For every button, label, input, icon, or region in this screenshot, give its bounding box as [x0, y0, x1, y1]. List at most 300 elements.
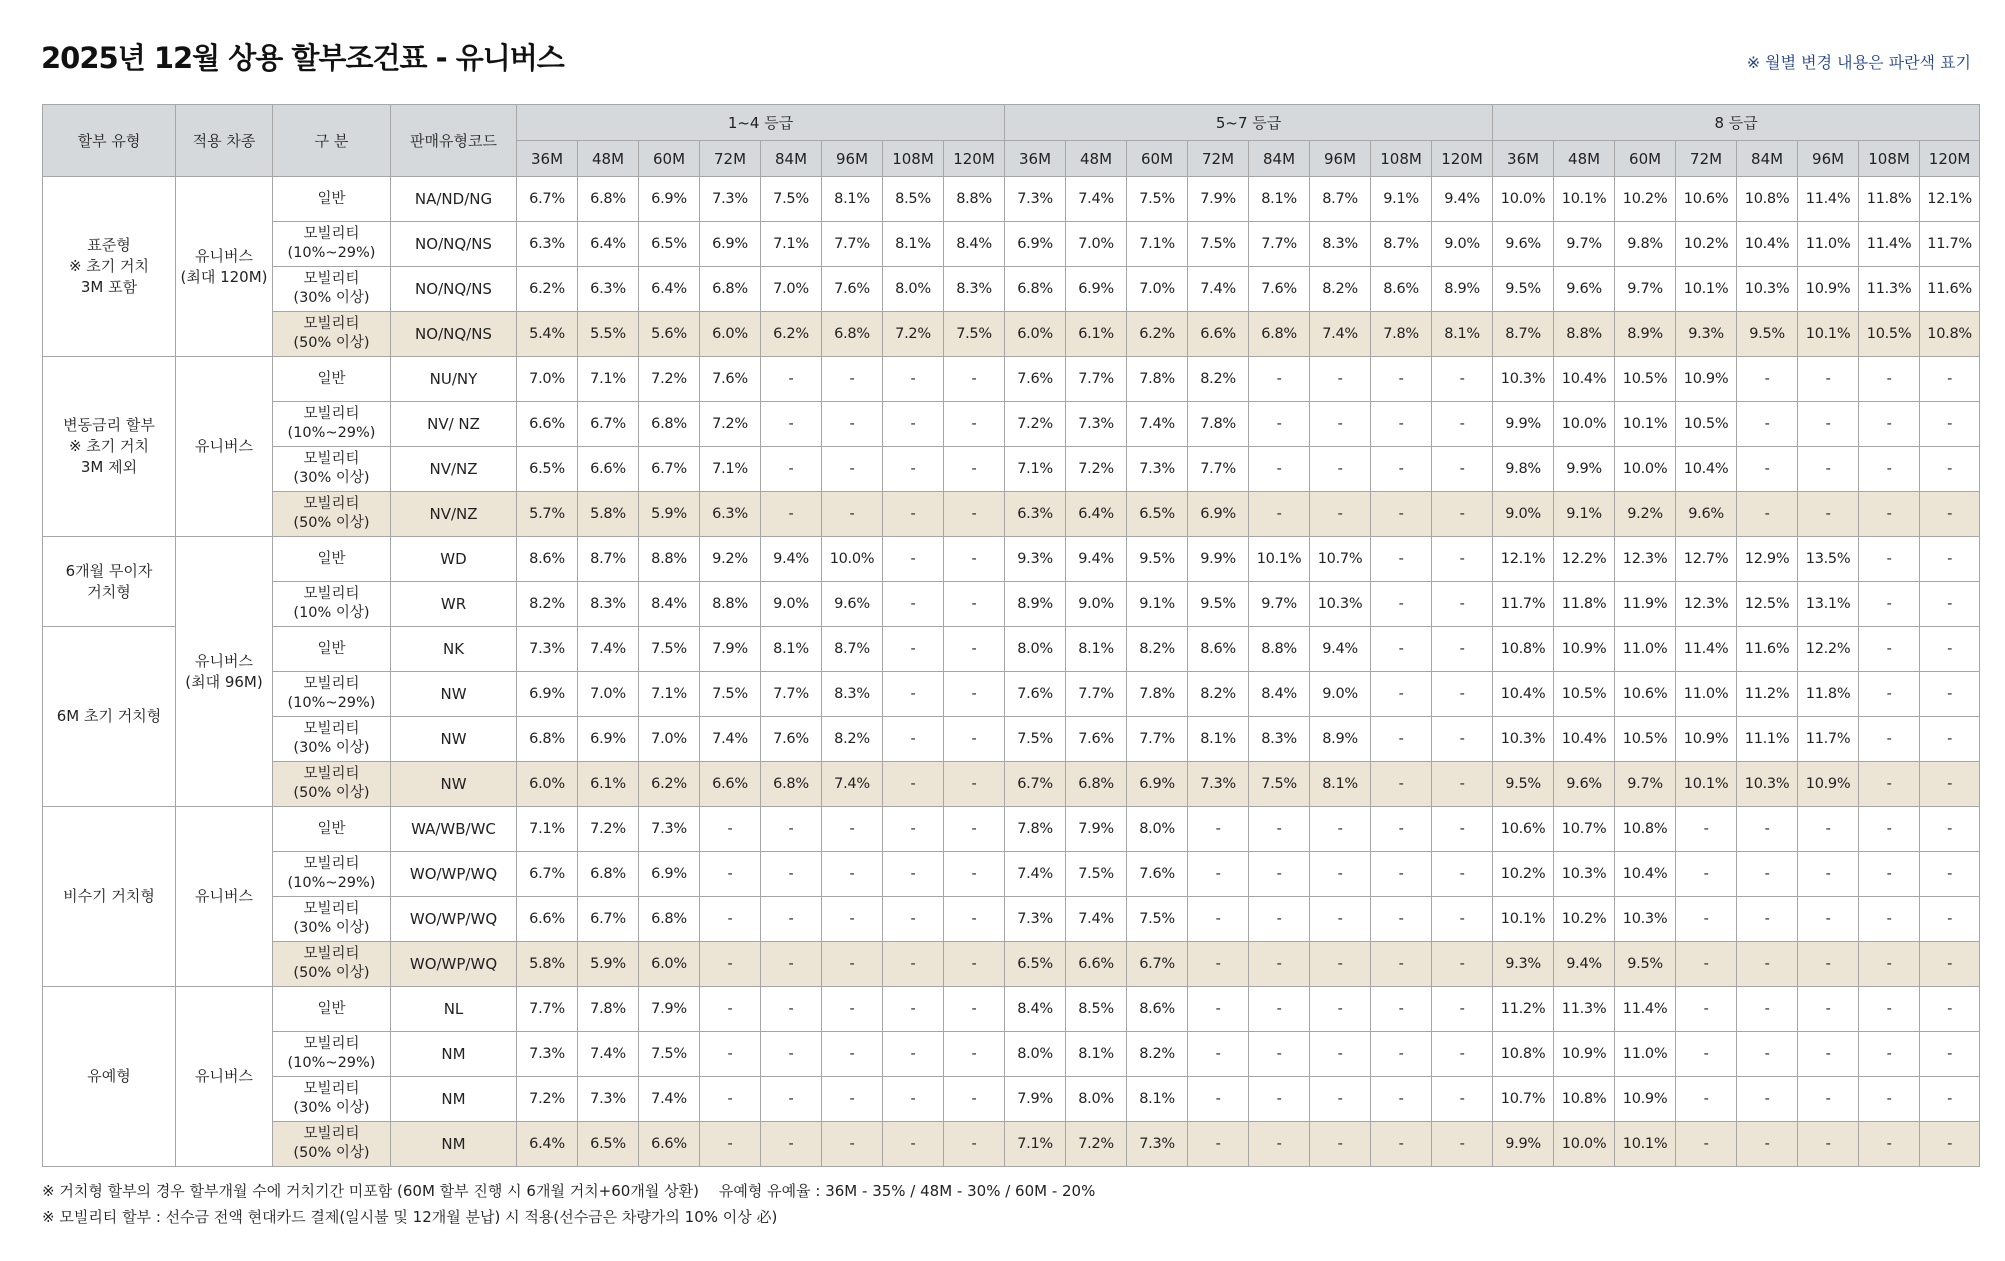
rate-cell: 8.4% [944, 222, 1005, 267]
table-row [43, 447, 1980, 492]
rate-cell: - [1798, 897, 1859, 942]
rate-cell: - [761, 807, 822, 852]
rate-cell: - [1432, 402, 1493, 447]
table-row [43, 852, 1980, 897]
rate-cell: 7.0% [1066, 222, 1127, 267]
rate-cell: - [1188, 1077, 1249, 1122]
rate-cell: 8.3% [944, 267, 1005, 312]
table-row [43, 987, 1980, 1032]
rate-cell: - [1188, 942, 1249, 987]
rate-cell: - [761, 447, 822, 492]
category-cell: 일반 [273, 537, 391, 582]
rate-cell: 6.0% [700, 312, 761, 357]
rate-cell: 7.1% [1127, 222, 1188, 267]
rate-cell: - [1737, 1122, 1798, 1167]
rate-cell: - [1432, 942, 1493, 987]
rate-cell: 7.1% [517, 807, 578, 852]
rate-cell: - [944, 492, 1005, 537]
rate-cell: 10.1% [1676, 762, 1737, 807]
rate-cell: 7.4% [700, 717, 761, 762]
rate-cell: 11.7% [1798, 717, 1859, 762]
rate-cell: - [822, 1077, 883, 1122]
rate-cell: 7.5% [761, 177, 822, 222]
table-row [43, 717, 1980, 762]
rate-cell: 9.7% [1249, 582, 1310, 627]
rate-cell: 8.1% [1188, 717, 1249, 762]
rate-cell: 7.8% [578, 987, 639, 1032]
rate-cell: 7.1% [1005, 447, 1066, 492]
rate-cell: 7.7% [1066, 672, 1127, 717]
rate-cell: - [1371, 987, 1432, 1032]
rate-cell: 11.2% [1493, 987, 1554, 1032]
rate-cell: - [700, 807, 761, 852]
rate-cell: 7.5% [639, 1032, 700, 1077]
rate-cell: 10.9% [1554, 627, 1615, 672]
rate-cell: 11.7% [1493, 582, 1554, 627]
rate-cell: - [822, 942, 883, 987]
rate-cell: - [1859, 717, 1920, 762]
rate-cell: - [1920, 942, 1980, 987]
rate-cell: - [883, 492, 944, 537]
rate-cell: 8.3% [1249, 717, 1310, 762]
rate-cell: 10.7% [1310, 537, 1371, 582]
rate-cell: 6.6% [1188, 312, 1249, 357]
rate-cell: 8.3% [822, 672, 883, 717]
term-header: 120M [1920, 141, 1980, 177]
rate-cell: 10.5% [1859, 312, 1920, 357]
rate-cell: 11.1% [1737, 717, 1798, 762]
category-cell: 모빌리티 (50% 이상) [273, 942, 391, 987]
rate-cell: - [1859, 897, 1920, 942]
rate-cell: - [1676, 807, 1737, 852]
rate-cell: 8.2% [1127, 627, 1188, 672]
rate-cell: 8.0% [1066, 1077, 1127, 1122]
rate-cell: - [1676, 942, 1737, 987]
rate-cell: 8.7% [1371, 222, 1432, 267]
rate-cell: - [1432, 672, 1493, 717]
installment-type-cell: 변동금리 할부 ※ 초기 거치 3M 제외 [43, 357, 176, 537]
rate-cell: 12.2% [1798, 627, 1859, 672]
rate-cell: - [1859, 402, 1920, 447]
rate-cell: - [1371, 807, 1432, 852]
rate-cell: - [822, 807, 883, 852]
rate-cell: 9.7% [1615, 762, 1676, 807]
rate-cell: - [1432, 852, 1493, 897]
rate-cell: 6.9% [578, 717, 639, 762]
rate-cell: - [1432, 357, 1493, 402]
rate-cell: 7.2% [1066, 447, 1127, 492]
rate-cell: - [1432, 627, 1493, 672]
sales-code-cell: NL [391, 987, 517, 1032]
rate-cell: - [1432, 762, 1493, 807]
rate-cell: - [944, 627, 1005, 672]
rate-cell: 7.2% [517, 1077, 578, 1122]
rate-cell: - [1371, 1077, 1432, 1122]
rate-cell: 9.9% [1554, 447, 1615, 492]
term-header: 48M [578, 141, 639, 177]
rate-cell: 13.5% [1798, 537, 1859, 582]
rate-cell: 11.0% [1615, 1032, 1676, 1077]
rate-cell: 7.4% [1127, 402, 1188, 447]
rate-cell: 7.1% [578, 357, 639, 402]
rate-cell: 9.2% [700, 537, 761, 582]
rate-cell: - [1371, 627, 1432, 672]
sales-code-cell: NW [391, 762, 517, 807]
term-header: 120M [1432, 141, 1493, 177]
rate-cell: 6.6% [1066, 942, 1127, 987]
rate-cell: - [1676, 1032, 1737, 1077]
rate-cell: - [944, 987, 1005, 1032]
rate-cell: 10.3% [1737, 267, 1798, 312]
sales-code-cell: NU/NY [391, 357, 517, 402]
rate-cell: - [1920, 447, 1980, 492]
rate-cell: - [1249, 492, 1310, 537]
rate-cell: 6.7% [578, 402, 639, 447]
rate-cell: 11.6% [1920, 267, 1980, 312]
rate-cell: 6.9% [517, 672, 578, 717]
rate-cell: 10.3% [1737, 762, 1798, 807]
sales-code-cell: NO/NQ/NS [391, 312, 517, 357]
sales-code-cell: NO/NQ/NS [391, 222, 517, 267]
rate-cell: - [1249, 1032, 1310, 1077]
header-grade-5-7: 5~7 등급 [1005, 105, 1493, 141]
rate-cell: 9.1% [1371, 177, 1432, 222]
table-row [43, 402, 1980, 447]
rate-cell: - [1432, 492, 1493, 537]
rate-cell: 9.3% [1493, 942, 1554, 987]
term-header: 36M [1493, 141, 1554, 177]
table-body [43, 177, 1980, 1167]
category-cell: 모빌리티 (10%~29%) [273, 672, 391, 717]
rate-cell: - [1310, 897, 1371, 942]
rate-cell: - [1859, 627, 1920, 672]
rate-cell: - [1249, 897, 1310, 942]
rate-cell: 10.3% [1615, 897, 1676, 942]
rate-cell: 10.9% [1676, 717, 1737, 762]
rate-cell: - [761, 1077, 822, 1122]
rate-cell: - [1371, 582, 1432, 627]
rate-cell: 9.4% [1066, 537, 1127, 582]
rate-cell: 7.0% [578, 672, 639, 717]
rate-cell: - [1676, 1077, 1737, 1122]
rate-cell: 8.6% [1188, 627, 1249, 672]
rate-cell: - [1859, 942, 1920, 987]
rate-cell: - [944, 447, 1005, 492]
rate-cell: - [700, 1032, 761, 1077]
rate-cell: 7.6% [1005, 357, 1066, 402]
rate-cell: - [944, 717, 1005, 762]
rate-cell: 7.9% [700, 627, 761, 672]
rate-cell: 6.2% [517, 267, 578, 312]
rate-cell: - [1676, 1122, 1737, 1167]
rate-cell: 12.7% [1676, 537, 1737, 582]
rate-cell: 7.4% [578, 627, 639, 672]
rate-cell: 11.3% [1554, 987, 1615, 1032]
rate-cell: 10.1% [1554, 177, 1615, 222]
rate-cell: - [1310, 402, 1371, 447]
rate-cell: 9.7% [1615, 267, 1676, 312]
rate-cell: 6.6% [578, 447, 639, 492]
installment-table [42, 104, 1980, 1167]
rate-cell: 7.7% [822, 222, 883, 267]
rate-cell: - [1310, 807, 1371, 852]
rate-cell: - [944, 672, 1005, 717]
rate-cell: 10.8% [1554, 1077, 1615, 1122]
sales-code-cell: WD [391, 537, 517, 582]
rate-cell: 5.9% [578, 942, 639, 987]
rate-cell: 12.2% [1554, 537, 1615, 582]
rate-cell: - [883, 672, 944, 717]
rate-cell: 11.3% [1859, 267, 1920, 312]
category-cell: 일반 [273, 177, 391, 222]
rate-cell: 10.9% [1676, 357, 1737, 402]
rate-cell: 8.5% [1066, 987, 1127, 1032]
rate-cell: - [1432, 897, 1493, 942]
category-cell: 일반 [273, 807, 391, 852]
rate-cell: - [883, 717, 944, 762]
table-row [43, 1032, 1980, 1077]
rate-cell: 7.0% [1127, 267, 1188, 312]
term-header: 72M [700, 141, 761, 177]
rate-cell: - [1249, 447, 1310, 492]
rate-cell: 8.3% [1310, 222, 1371, 267]
rate-cell: 7.8% [1127, 357, 1188, 402]
rate-cell: 7.6% [1066, 717, 1127, 762]
rate-cell: 7.9% [1188, 177, 1249, 222]
rate-cell: 9.5% [1737, 312, 1798, 357]
rate-cell: - [1249, 1122, 1310, 1167]
rate-cell: 7.2% [883, 312, 944, 357]
rate-cell: 7.5% [1066, 852, 1127, 897]
rate-cell: 8.9% [1005, 582, 1066, 627]
rate-cell: 6.9% [639, 177, 700, 222]
rate-cell: 6.7% [1127, 942, 1188, 987]
rate-cell: - [1432, 717, 1493, 762]
rate-cell: - [1737, 1077, 1798, 1122]
rate-cell: - [1920, 357, 1980, 402]
rate-cell: - [1188, 807, 1249, 852]
rate-cell: 7.3% [700, 177, 761, 222]
rate-cell: 6.3% [1005, 492, 1066, 537]
rate-cell: - [1371, 402, 1432, 447]
rate-cell: - [1798, 1122, 1859, 1167]
rate-cell: - [1920, 897, 1980, 942]
rate-cell: 10.1% [1615, 402, 1676, 447]
rate-cell: 8.1% [1066, 1032, 1127, 1077]
rate-cell: 9.4% [1310, 627, 1371, 672]
rate-cell: 7.4% [1188, 267, 1249, 312]
term-header: 60M [1127, 141, 1188, 177]
rate-cell: 8.1% [1127, 1077, 1188, 1122]
rate-cell: 8.1% [1432, 312, 1493, 357]
rate-cell: - [1920, 1122, 1980, 1167]
rate-cell: 5.8% [517, 942, 578, 987]
rate-cell: 7.5% [639, 627, 700, 672]
rate-cell: 10.2% [1615, 177, 1676, 222]
rate-cell: 8.6% [1371, 267, 1432, 312]
rate-cell: - [1371, 492, 1432, 537]
sales-code-cell: NM [391, 1077, 517, 1122]
rate-cell: - [1737, 357, 1798, 402]
rate-cell: - [1676, 897, 1737, 942]
rate-cell: 7.2% [700, 402, 761, 447]
rate-cell: 9.0% [1432, 222, 1493, 267]
rate-cell: 8.1% [883, 222, 944, 267]
rate-cell: 7.4% [578, 1032, 639, 1077]
sales-code-cell: NO/NQ/NS [391, 267, 517, 312]
rate-cell: - [1371, 762, 1432, 807]
term-header: 72M [1676, 141, 1737, 177]
rate-cell: - [1188, 897, 1249, 942]
rate-cell: - [944, 537, 1005, 582]
rate-cell: - [1432, 582, 1493, 627]
sales-code-cell: WO/WP/WQ [391, 852, 517, 897]
rate-cell: - [1920, 807, 1980, 852]
category-cell: 모빌리티 (30% 이상) [273, 897, 391, 942]
rate-cell: - [1737, 447, 1798, 492]
rate-cell: 6.5% [1005, 942, 1066, 987]
rate-cell: 6.4% [578, 222, 639, 267]
rate-cell: 7.2% [639, 357, 700, 402]
rate-cell: 6.9% [639, 852, 700, 897]
rate-cell: 10.7% [1554, 807, 1615, 852]
vehicle-cell: 유니버스 [176, 807, 273, 987]
rate-cell: - [944, 1077, 1005, 1122]
rate-cell: 9.0% [1310, 672, 1371, 717]
rate-cell: 9.4% [1432, 177, 1493, 222]
rate-cell: - [822, 1032, 883, 1077]
rate-cell: 10.8% [1920, 312, 1980, 357]
rate-cell: 9.6% [822, 582, 883, 627]
rate-cell: 7.6% [1249, 267, 1310, 312]
rate-cell: - [1798, 357, 1859, 402]
rate-cell: 8.8% [1554, 312, 1615, 357]
rate-cell: - [1920, 672, 1980, 717]
rate-cell: 6.8% [700, 267, 761, 312]
rate-cell: - [1859, 537, 1920, 582]
rate-cell: - [944, 807, 1005, 852]
rate-cell: - [883, 762, 944, 807]
rate-cell: 8.4% [639, 582, 700, 627]
term-header: 84M [1249, 141, 1310, 177]
rate-cell: 8.8% [700, 582, 761, 627]
rate-cell: 7.6% [1127, 852, 1188, 897]
category-cell: 모빌리티 (30% 이상) [273, 447, 391, 492]
rate-cell: 7.4% [1005, 852, 1066, 897]
rate-cell: - [1798, 987, 1859, 1032]
rate-cell: 7.3% [1127, 1122, 1188, 1167]
rate-cell: 8.6% [1127, 987, 1188, 1032]
rate-cell: 11.8% [1859, 177, 1920, 222]
rate-cell: 9.5% [1493, 267, 1554, 312]
rate-cell: - [944, 402, 1005, 447]
term-header: 84M [1737, 141, 1798, 177]
rate-cell: 6.6% [517, 897, 578, 942]
rate-cell: - [1859, 357, 1920, 402]
rate-cell: - [1920, 1077, 1980, 1122]
rate-cell: 6.0% [639, 942, 700, 987]
rate-cell: 6.1% [578, 762, 639, 807]
rate-cell: 8.7% [1310, 177, 1371, 222]
rate-cell: - [883, 627, 944, 672]
rate-cell: 10.4% [1493, 672, 1554, 717]
rate-cell: - [1737, 492, 1798, 537]
rate-cell: 7.1% [1005, 1122, 1066, 1167]
rate-cell: 10.0% [1554, 1122, 1615, 1167]
rate-cell: 7.3% [517, 627, 578, 672]
rate-cell: 10.2% [1493, 852, 1554, 897]
rate-cell: 10.4% [1737, 222, 1798, 267]
rate-cell: 7.5% [1127, 897, 1188, 942]
rate-cell: 10.9% [1615, 1077, 1676, 1122]
rate-cell: 7.4% [1310, 312, 1371, 357]
rate-cell: 6.0% [1005, 312, 1066, 357]
rate-cell: 8.0% [1005, 627, 1066, 672]
rate-cell: 6.5% [639, 222, 700, 267]
sales-code-cell: NV/NZ [391, 492, 517, 537]
rate-cell: - [1859, 1122, 1920, 1167]
rate-cell: 7.5% [944, 312, 1005, 357]
rate-cell: 10.0% [1493, 177, 1554, 222]
rate-cell: - [1859, 852, 1920, 897]
category-cell: 모빌리티 (30% 이상) [273, 717, 391, 762]
rate-cell: - [944, 897, 1005, 942]
table-row [43, 627, 1980, 672]
rate-cell: - [1249, 942, 1310, 987]
rate-cell: - [1432, 1122, 1493, 1167]
term-header: 84M [761, 141, 822, 177]
rate-cell: 6.7% [639, 447, 700, 492]
rate-cell: 11.7% [1920, 222, 1980, 267]
vehicle-cell: 유니버스 [176, 357, 273, 537]
sales-code-cell: NA/ND/NG [391, 177, 517, 222]
rate-cell: - [1920, 627, 1980, 672]
term-header: 108M [883, 141, 944, 177]
rate-cell: - [883, 1077, 944, 1122]
rate-cell: 8.3% [578, 582, 639, 627]
rate-cell: - [944, 1122, 1005, 1167]
rate-cell: - [1371, 717, 1432, 762]
rate-cell: - [883, 852, 944, 897]
rate-cell: - [761, 897, 822, 942]
term-header: 60M [639, 141, 700, 177]
rate-cell: 10.6% [1493, 807, 1554, 852]
rate-cell: - [1249, 807, 1310, 852]
rate-cell: - [1798, 942, 1859, 987]
rate-cell: - [1737, 402, 1798, 447]
rate-cell: 9.5% [1615, 942, 1676, 987]
rate-cell: 6.2% [761, 312, 822, 357]
rate-cell: 10.7% [1493, 1077, 1554, 1122]
header-installment-type: 할부 유형 [43, 105, 176, 177]
rate-cell: - [1676, 987, 1737, 1032]
rate-cell: 8.0% [883, 267, 944, 312]
rate-cell: 8.2% [822, 717, 883, 762]
header-grade-8: 8 등급 [1493, 105, 1980, 141]
rate-cell: 7.3% [1005, 897, 1066, 942]
sales-code-cell: NV/NZ [391, 447, 517, 492]
rate-cell: - [1859, 447, 1920, 492]
rate-cell: 7.7% [1188, 447, 1249, 492]
rate-cell: 10.0% [822, 537, 883, 582]
rate-cell: 13.1% [1798, 582, 1859, 627]
rate-cell: - [1859, 762, 1920, 807]
rate-cell: - [1798, 402, 1859, 447]
rate-cell: 8.2% [1188, 357, 1249, 402]
rate-cell: 7.3% [1005, 177, 1066, 222]
rate-cell: 7.1% [700, 447, 761, 492]
rate-cell: - [1859, 987, 1920, 1032]
